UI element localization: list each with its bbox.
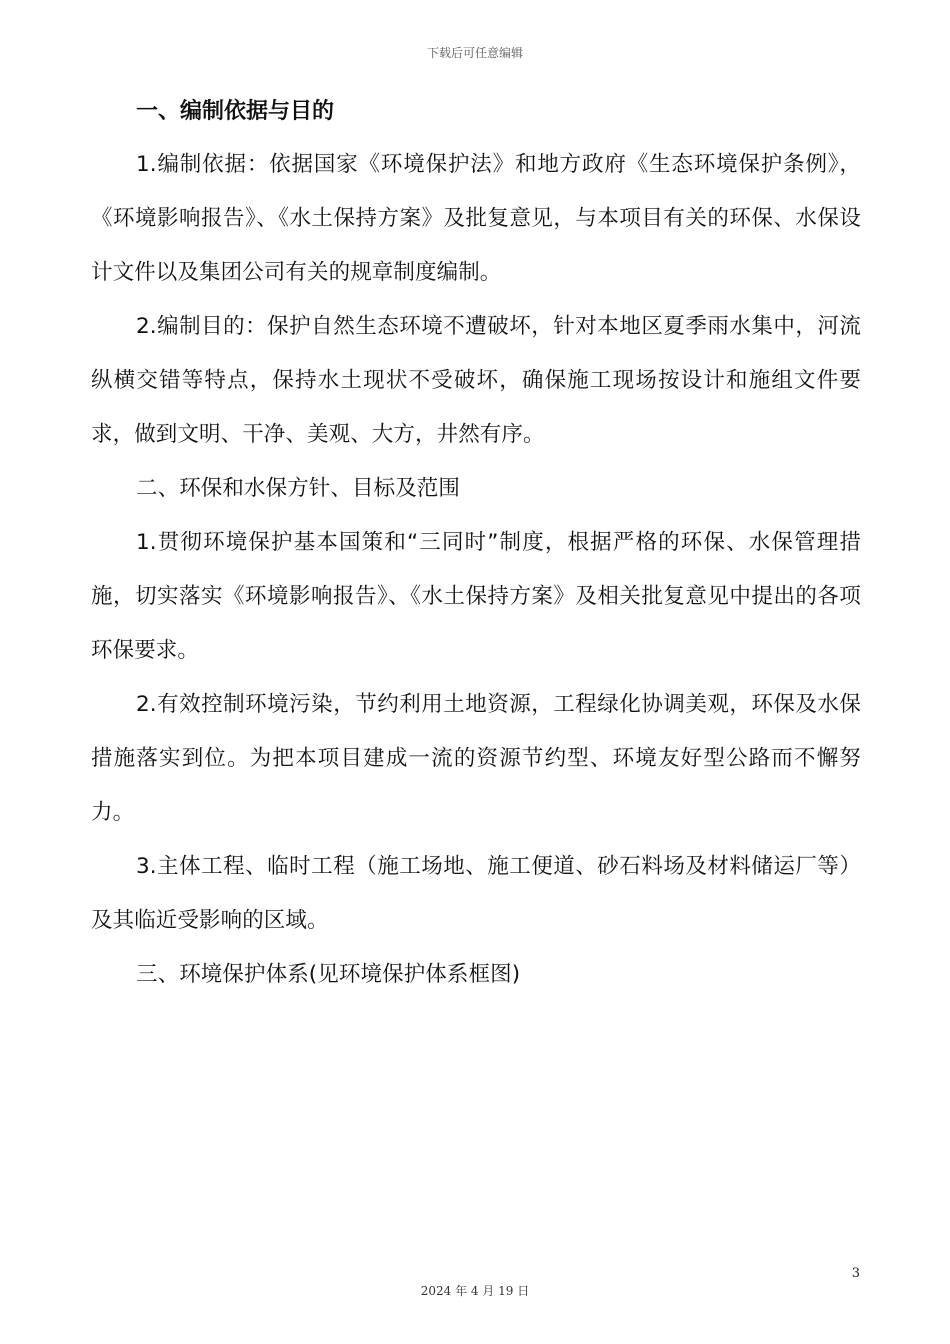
section-heading-2: 二、环保和水保方针、目标及范围 [136,476,461,501]
paragraph-basis: 1.编制依据：依据国家《环境保护法》和地方政府《生态环境保护条例》，《环境影响报告》、《水土保持方案》及批复意见，与本项目有关的环保、水保设计文件以及集团公司有关的规章制度编制。 [91,152,861,285]
document-body [91,86,861,1002]
page-number: 3 [851,1266,860,1281]
paragraph-policy: 1.贯彻环境保护基本国策和“三同时”制度，根据严格的环保、水保管理措施，切实落实《环境影响报告》、《水土保持方案》及相关批复意见中提出的各项环保要求。 [91,530,861,663]
footer-date: 2024 年 4 月 19 日 [420,1284,530,1298]
section-heading-1: 一、编制依据与目的 [136,99,335,124]
section-heading-3: 三、环境保护体系(见环境保护体系框图) [136,962,521,987]
paragraph-purpose: 2.编制目的：保护自然生态环境不遭破坏，针对本地区夏季雨水集中，河流纵横交错等特点，保持水土现状不受破坏，确保施工现场按设计和施组文件要求，做到文明、干净、美观、大方，井然有序。 [91,314,861,447]
paragraph-targets: 2.有效控制环境污染，节约利用土地资源，工程绿化协调美观，环保及水保措施落实到位。为把本项目建成一流的资源节约型、环境友好型公路而不懈努力。 [91,692,861,825]
paragraph-scope: 3.主体工程、临时工程（施工场地、施工便道、砂石料场及材料储运厂等）及其临近受影响的区域。 [91,854,861,933]
header-note: 下载后可任意编辑 [426,46,523,60]
